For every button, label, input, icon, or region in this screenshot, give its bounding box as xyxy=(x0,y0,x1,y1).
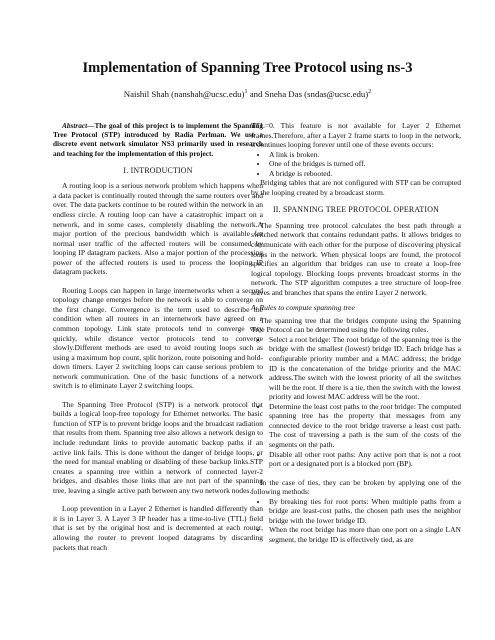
right-column xyxy=(251,121,461,544)
rules-intro-paragraph: The spanning tree that the bridges compute using the Spanning Tree Protocol can be determined using the following rules. xyxy=(251,315,461,335)
intro-paragraph-3: The Spanning Tree Protocol (STP) is a network protocol that builds a logical loop-free topology for Ethernet networks. The basic function of STP is to prevent bridge loops and the broadcast radiation that results from them. Spanning tree also allows a network design to include redundant links to provide automatic backup paths if an active link fails. This is done without the danger of bridge loops, or the need for manual enabling or disabling of these backup links.STP creates a spanning tree within a network of connected layer-2 bridges, and disables those links that are not part of the spanning tree, leaving a single active path between any two network nodes. xyxy=(53,399,263,495)
author-1-mark: 1 xyxy=(244,89,248,96)
author-1: Naishil Shah (nanshah@ucsc.edu) xyxy=(123,89,245,99)
abstract-label: Abstract xyxy=(62,121,88,130)
author-join: and xyxy=(249,89,263,99)
list-item: • Disable all other root paths: Any active port that is not a root port or a designated port is a blocked port (BP). xyxy=(268,450,461,469)
abstract-dash: — xyxy=(87,121,95,130)
author-line xyxy=(0,89,495,99)
bridging-paragraph: Bridging tables that are not configured with STP can be corrupted by the looping created by a broadcast storm. xyxy=(251,178,461,197)
author-2-mark: 2 xyxy=(368,89,372,96)
list-item: • By breaking ties for root ports: When multiple paths from a bridge are least-cost paths, the chosen path uses the neighbor bridge with the lower bridge ID. xyxy=(268,497,461,526)
ties-list xyxy=(251,497,461,545)
left-column xyxy=(53,121,263,552)
rules-list xyxy=(251,335,461,469)
list-item: • A bridge is rebooted. xyxy=(268,169,461,179)
list-item: • A link is broken. xyxy=(268,150,461,160)
intro-paragraph-1: A routing loop is a serious network problem which happens when a data packet is continually routed through the same routers over and over. The data packets continue to be routed within the network in an endless circle. A routing loop can have a catastrophic impact on a network, and in some cases, completely disabling the network.A major portion of the precious bandwidth which is available for normal user traffic of the affected routers will be consumed by looping IP datagram packets. Also a major portion of the processing power of the affected routers is used to process the looping IP datagram packets. xyxy=(53,181,263,277)
loop-events-list xyxy=(251,150,461,179)
author-2: Sneha Das (sndas@ucsc.edu) xyxy=(264,89,369,99)
subsection-heading-rules: A. Rules to compute spanning tree xyxy=(251,303,355,313)
list-item: • Select a root bridge: The root bridge of the spanning tree is the bridge with the smallest (lowest) bridge ID. Each bridge has a configurable priority number and a MAC address; the bridge ID is the concatenation of the bridge priority and the MAC address.The switch with the lowest priority of all the switches will be the root. If there is a tie, then the switch with the lowest priority and lowest MAC address will be the root. xyxy=(268,335,461,402)
ties-paragraph: In the case of ties, they can be broken by applying one of the following methods: xyxy=(251,477,461,497)
list-item: • Determine the least cost paths to the root bridge: The computed spanning tree has the property that messages from any connected device to the root bridge traverse a least cost path. The cost of traversing a path is the sum of the costs of the segments on the path. xyxy=(268,402,461,450)
list-item: • When the root bridge has more than one port on a single LAN segment, the bridge ID is effectively tied, as are xyxy=(268,525,461,544)
ttl-paragraph: TTL=0. This feature is not available for Layer 2 Ethernet frames.Therefore, after a Layer 2 frame starts to loop in the network, it continues looping forever until one of these events occurs: xyxy=(251,121,461,150)
intro-paragraph-2: Routing Loops can happen in large internetworks when a second topology change emerges before the network is able to converge on the first change. Convergence is the term used to describe the condition when all routers in an internetwork have agreed on a common topology. Link state protocols tend to converge very quickly, while distance vector protocols tend to converge slowly.Different methods are used to avoid routing loops such as using a maximum hop count, split horizon, route poisoning and hold-down timers. Layer 2 switching loops can cause serious problem to network communication. One of the basic functions of a network switch is to eliminate Layer 2 switching loops. xyxy=(53,285,263,391)
list-item: • One of the bridges is turned off. xyxy=(268,159,461,169)
abstract-text: The goal of this project is to implement the Spanning Tree Protocol (STP) introduced by Radia Perlman. We use a discrete event network simulator NS3 primarily used in research and teaching for the implementation of this project. xyxy=(53,121,263,158)
paper-title: Implementation of Spanning Tree Protocol using ns-3 xyxy=(82,60,413,76)
section-heading-stp-operation: II. SPANNING TREE PROTOCOL OPERATION xyxy=(272,205,440,215)
section-heading-introduction: I. INTRODUCTION xyxy=(123,165,193,175)
stp-paragraph: The Spanning tree protocol calculates the best path through a switched network that contains redundant paths. It allows bridges to communicate with each other for the purpose of discovering physical loops in the network. When physical loops are found, the protocol specifies an algorithm that bridges can use to create a loop-free logical topology. Blocking loops prevents broadcast storms in the network. The STP algorithm computes a tree structure of loop-free leaves and branches that spans the entire Layer 2 network. xyxy=(251,220,461,297)
abstract xyxy=(53,121,263,158)
intro-paragraph-4: Loop prevention in a Layer 2 Ethernet is handled differently than it is in Layer 3. A Layer 3 IP header has a time-to-live (TTL) field that is set by the original host and is decremented at each router, allowing the router to prevent looped datagrams by discarding packets that reach xyxy=(53,504,263,552)
